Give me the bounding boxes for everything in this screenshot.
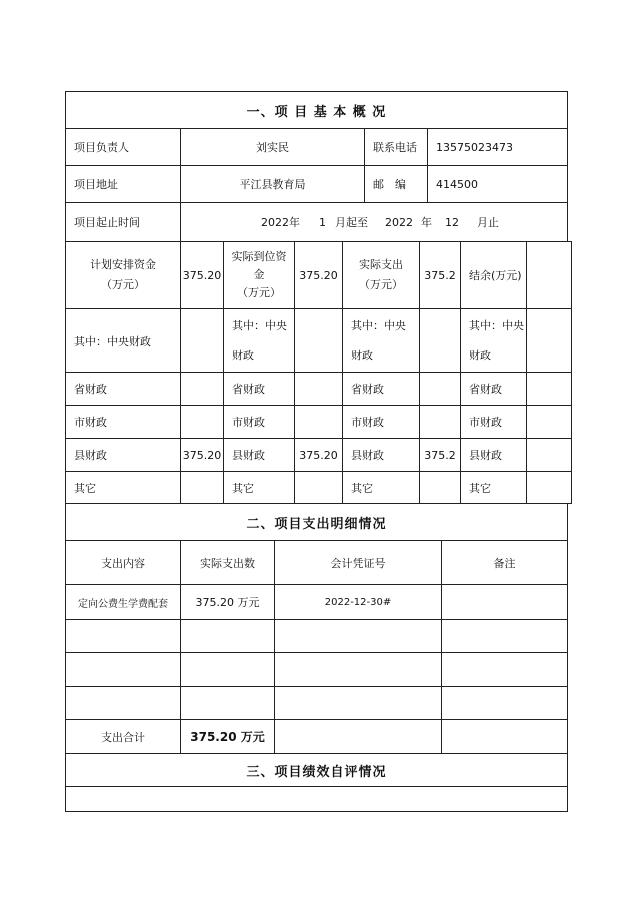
start-year-unit: 年 bbox=[289, 216, 300, 229]
received-label-line2: 金 bbox=[253, 268, 265, 281]
city-spent-label: 市财政 bbox=[342, 405, 420, 439]
other-label: 其它 bbox=[65, 471, 181, 504]
total-note bbox=[441, 719, 568, 754]
central-planned bbox=[180, 308, 224, 373]
postcode-label: 邮 编 bbox=[364, 165, 428, 203]
planned-label-line1: 计划安排资金 bbox=[90, 258, 156, 271]
total-label: 支出合计 bbox=[65, 719, 181, 754]
city-received bbox=[294, 405, 343, 439]
phone-label: 联系电话 bbox=[364, 128, 428, 166]
spent-value: 375.2 bbox=[419, 241, 461, 309]
end-month: 12 bbox=[445, 215, 459, 229]
other-balance-label: 其它 bbox=[460, 471, 527, 504]
postcode-value: 414500 bbox=[427, 165, 568, 203]
spent-label bbox=[342, 241, 420, 309]
row3-amount bbox=[180, 652, 275, 687]
total-value: 375.20 万元 bbox=[180, 719, 275, 754]
received-label-line3: （万元） bbox=[237, 286, 281, 299]
planned-label bbox=[65, 241, 181, 309]
row1-amount: 375.20 万元 bbox=[180, 584, 275, 620]
central-received-label-a: 其中：中央 bbox=[232, 318, 287, 332]
provincial-spent bbox=[419, 372, 461, 406]
county-spent: 375.2 bbox=[419, 438, 461, 472]
end-year: 2022 bbox=[385, 215, 413, 229]
county-received-label: 县财政 bbox=[223, 438, 295, 472]
month-start-text: 月起至 bbox=[335, 216, 368, 229]
city-label: 市财政 bbox=[65, 405, 181, 439]
section3-title: 三、项目绩效自评情况 bbox=[65, 753, 568, 787]
phone-value: 13575023473 bbox=[427, 128, 568, 166]
period-label: 项目起止时间 bbox=[65, 202, 181, 242]
row4-note bbox=[441, 686, 568, 720]
manager-label: 项目负责人 bbox=[65, 128, 181, 166]
month-end-text: 月止 bbox=[477, 216, 499, 229]
period-value bbox=[180, 202, 568, 242]
row1-content: 定向公费生学费配套 bbox=[65, 584, 181, 620]
row3-note bbox=[441, 652, 568, 687]
row3-content bbox=[65, 652, 181, 687]
col-voucher: 会计凭证号 bbox=[274, 540, 442, 585]
central-received-label-b: 财政 bbox=[232, 348, 254, 362]
county-balance-label: 县财政 bbox=[460, 438, 527, 472]
city-balance-label: 市财政 bbox=[460, 405, 527, 439]
row2-note bbox=[441, 619, 568, 653]
received-label-line1: 实际到位资 bbox=[231, 250, 287, 263]
other-received-label: 其它 bbox=[223, 471, 295, 504]
provincial-received-label: 省财政 bbox=[223, 372, 295, 406]
central-balance-label-a: 其中：中央 bbox=[469, 318, 524, 332]
central-balance-label-b: 财政 bbox=[469, 348, 491, 362]
row4-content bbox=[65, 686, 181, 720]
col-content: 支出内容 bbox=[65, 540, 181, 585]
start-month: 1 bbox=[319, 215, 326, 229]
spent-label-line2: （万元） bbox=[359, 278, 403, 291]
central-spent bbox=[419, 308, 461, 373]
start-year: 2022 bbox=[261, 215, 289, 229]
provincial-planned bbox=[180, 372, 224, 406]
address-label: 项目地址 bbox=[65, 165, 181, 203]
city-received-label: 市财政 bbox=[223, 405, 295, 439]
county-balance bbox=[526, 438, 572, 472]
section3-body bbox=[65, 786, 568, 812]
other-received bbox=[294, 471, 343, 504]
central-spent-label-a: 其中：中央 bbox=[351, 318, 406, 332]
row4-voucher bbox=[274, 686, 442, 720]
manager-value: 刘实民 bbox=[180, 128, 365, 166]
balance-value bbox=[526, 241, 572, 309]
row2-voucher bbox=[274, 619, 442, 653]
balance-label: 结余(万元) bbox=[460, 241, 527, 309]
row1-voucher: 2022-12-30# bbox=[274, 584, 442, 620]
central-spent-label bbox=[342, 308, 420, 373]
city-planned bbox=[180, 405, 224, 439]
col-amount: 实际支出数 bbox=[180, 540, 275, 585]
central-received bbox=[294, 308, 343, 373]
row4-amount bbox=[180, 686, 275, 720]
row2-amount bbox=[180, 619, 275, 653]
received-label bbox=[223, 241, 295, 309]
end-year-unit: 年 bbox=[421, 216, 432, 229]
city-spent bbox=[419, 405, 461, 439]
other-balance bbox=[526, 471, 572, 504]
provincial-balance bbox=[526, 372, 572, 406]
other-planned bbox=[180, 471, 224, 504]
provincial-label: 省财政 bbox=[65, 372, 181, 406]
total-voucher bbox=[274, 719, 442, 754]
planned-value: 375.20 bbox=[180, 241, 224, 309]
spent-label-line1: 实际支出 bbox=[359, 258, 403, 271]
provincial-received bbox=[294, 372, 343, 406]
city-balance bbox=[526, 405, 572, 439]
central-received-label bbox=[223, 308, 295, 373]
col-note: 备注 bbox=[441, 540, 568, 585]
section1-title: 一、项 目 基 本 概 况 bbox=[65, 91, 568, 129]
central-balance bbox=[526, 308, 572, 373]
central-label: 其中：中央财政 bbox=[65, 308, 181, 373]
central-balance-label bbox=[460, 308, 527, 373]
county-spent-label: 县财政 bbox=[342, 438, 420, 472]
address-value: 平江县教育局 bbox=[180, 165, 365, 203]
section2-title: 二、项目支出明细情况 bbox=[65, 503, 568, 541]
county-label: 县财政 bbox=[65, 438, 181, 472]
row2-content bbox=[65, 619, 181, 653]
received-value: 375.20 bbox=[294, 241, 343, 309]
planned-label-line2: （万元） bbox=[101, 278, 145, 291]
row3-voucher bbox=[274, 652, 442, 687]
provincial-balance-label: 省财政 bbox=[460, 372, 527, 406]
county-received: 375.20 bbox=[294, 438, 343, 472]
central-spent-label-b: 财政 bbox=[351, 348, 373, 362]
other-spent bbox=[419, 471, 461, 504]
county-planned: 375.20 bbox=[180, 438, 224, 472]
row1-note bbox=[441, 584, 568, 620]
provincial-spent-label: 省财政 bbox=[342, 372, 420, 406]
other-spent-label: 其它 bbox=[342, 471, 420, 504]
